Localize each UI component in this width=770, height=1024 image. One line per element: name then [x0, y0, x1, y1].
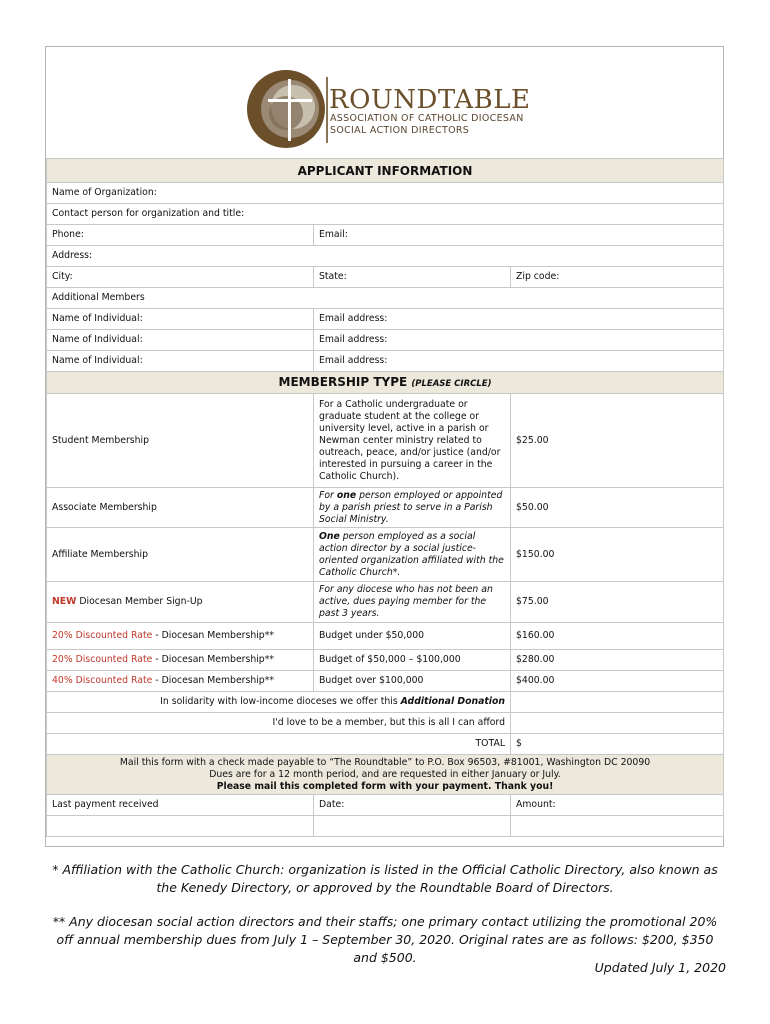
updated-date: Updated July 1, 2020 — [594, 960, 726, 975]
membership-row-affiliate[interactable] — [47, 528, 724, 582]
total-field[interactable]: $ — [511, 734, 724, 755]
logo-name: ROUNDTABLE — [329, 85, 531, 115]
additional-members-label: Additional Members — [47, 288, 724, 309]
individual-name-field[interactable]: Name of Individual: — [47, 309, 314, 330]
zip-field[interactable]: Zip code: — [511, 267, 724, 288]
payment-date-field[interactable]: Date: — [314, 795, 511, 816]
student-price: $25.00 — [511, 394, 724, 488]
applicant-header: APPLICANT INFORMATION — [47, 159, 724, 183]
membership-row-discount-3[interactable] — [47, 671, 724, 692]
discount3-price: $400.00 — [511, 671, 724, 692]
affiliate-label: Affiliate Membership — [47, 528, 314, 582]
logo-subtitle: ASSOCIATION OF CATHOLIC DIOCESAN SOCIAL ACTION DIRECTORS — [330, 113, 524, 136]
address-field[interactable]: Address: — [47, 246, 724, 267]
membership-form — [45, 46, 724, 847]
application-table — [46, 158, 724, 837]
affiliate-price: $150.00 — [511, 528, 724, 582]
membership-header: MEMBERSHIP TYPE (PLEASE CIRCLE) — [47, 372, 724, 394]
membership-row-diocesan[interactable] — [47, 582, 724, 623]
student-label: Student Membership — [47, 394, 314, 488]
individual-name-field[interactable]: Name of Individual: — [47, 351, 314, 372]
discount2-budget: Budget of $50,000 – $100,000 — [314, 650, 511, 671]
footnote-affiliation: * Affiliation with the Catholic Church: organization is listed in the Official Catholic Directory, also known as the Kenedy Directory, or approved by the Roundtable Board of Directors. — [52, 862, 718, 895]
individual-email-field[interactable]: Email address: — [314, 309, 724, 330]
org-field[interactable]: Name of Organization: — [47, 183, 724, 204]
payment-amount-field[interactable]: Amount: — [511, 795, 724, 816]
last-payment-value-field[interactable] — [47, 816, 314, 837]
email-field[interactable]: Email: — [314, 225, 724, 246]
individual-email-field[interactable]: Email address: — [314, 330, 724, 351]
membership-row-student[interactable] — [47, 394, 724, 488]
donation-amount-field[interactable] — [511, 692, 724, 713]
diocesan-price: $75.00 — [511, 582, 724, 623]
payment-amount-value-field[interactable] — [511, 816, 724, 837]
associate-label: Associate Membership — [47, 488, 314, 528]
contact-field[interactable]: Contact person for organization and title: — [47, 204, 724, 225]
donation-label: In solidarity with low-income dioceses we offer this Additional Donation — [47, 692, 511, 713]
associate-desc: For one person employed or appointed by a parish priest to serve in a Parish Social Ministry. — [314, 488, 511, 528]
mailing-instructions: Mail this form with a check made payable to “The Roundtable” to P.O. Box 96503, #81001, Washington DC 20090 Dues are for a 12 month period, and are requested in either January or July. Please mail this completed form with your payment. Thank you! — [47, 755, 724, 795]
diocesan-desc: For any diocese who has not been an active, dues paying member for the past 3 years. — [314, 582, 511, 623]
discount2-label: 20% Discounted Rate - Diocesan Membership** — [47, 650, 314, 671]
affiliate-desc: One person employed as a social action director by a social justice-oriented organization affiliated with the Catholic Church*. — [314, 528, 511, 582]
diocesan-label: NEW Diocesan Member Sign-Up — [47, 582, 314, 623]
discount1-label: 20% Discounted Rate - Diocesan Membership** — [47, 623, 314, 650]
last-payment-label: Last payment received — [47, 795, 314, 816]
afford-label: I'd love to be a member, but this is all I can afford — [47, 713, 511, 734]
associate-price: $50.00 — [511, 488, 724, 528]
payment-date-value-field[interactable] — [314, 816, 511, 837]
phone-field[interactable]: Phone: — [47, 225, 314, 246]
discount3-budget: Budget over $100,000 — [314, 671, 511, 692]
footnote-discount: ** Any diocesan social action directors and their staffs; one primary contact utilizing the promotional 20% off annual membership dues from July 1 – September 30, 2020. Original rates are as follows: $200, $350 and $500. — [52, 914, 718, 965]
membership-row-discount-1[interactable] — [47, 623, 724, 650]
total-label: TOTAL — [47, 734, 511, 755]
discount2-price: $280.00 — [511, 650, 724, 671]
discount1-budget: Budget under $50,000 — [314, 623, 511, 650]
discount1-price: $160.00 — [511, 623, 724, 650]
state-field[interactable]: State: — [314, 267, 511, 288]
discount3-label: 40% Discounted Rate - Diocesan Membership** — [47, 671, 314, 692]
individual-email-field[interactable]: Email address: — [314, 351, 724, 372]
city-field[interactable]: City: — [47, 267, 314, 288]
membership-row-associate[interactable] — [47, 488, 724, 528]
afford-amount-field[interactable] — [511, 713, 724, 734]
student-desc: For a Catholic undergraduate or graduate student at the college or university level, active in a parish or Newman center ministry related to outreach, peace, and/or justice (and/or interested in pursuing a career in the Catholic Church). — [314, 394, 511, 488]
membership-row-discount-2[interactable] — [47, 650, 724, 671]
individual-name-field[interactable]: Name of Individual: — [47, 330, 314, 351]
